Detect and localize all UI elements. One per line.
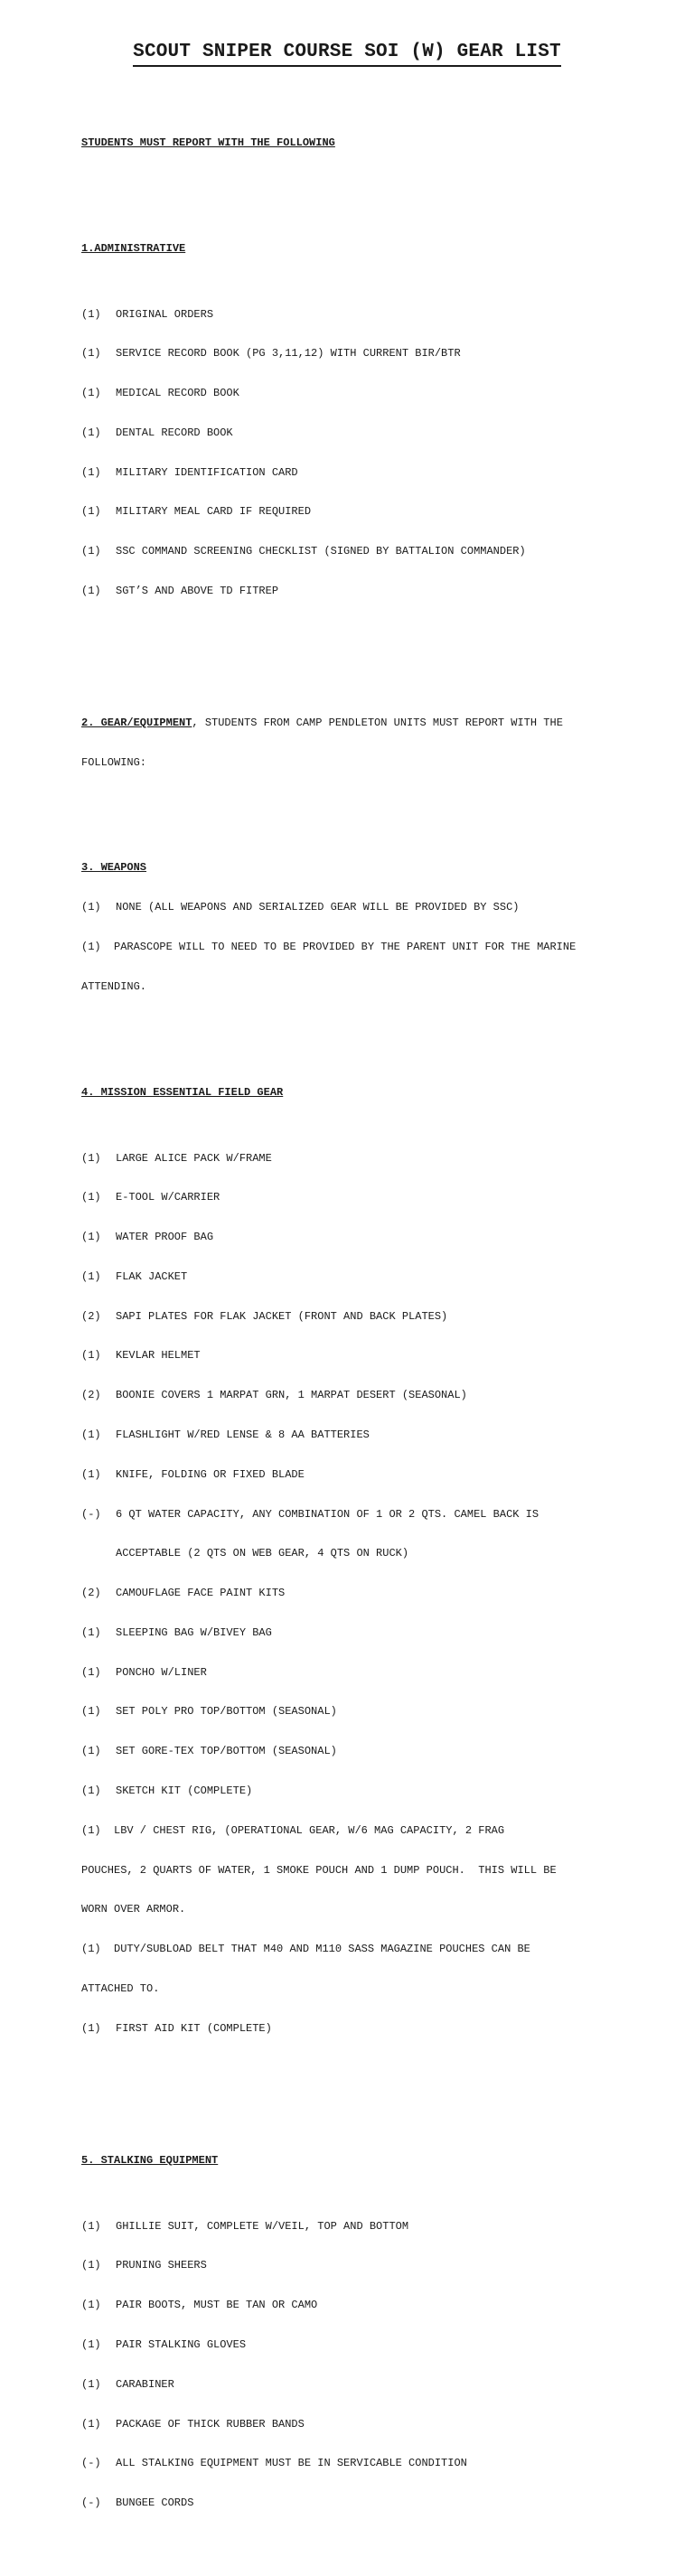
list-item: (1) DUTY/SUBLOAD BELT THAT M40 AND M110 SASS MAGAZINE POUCHES CAN BE [81,1943,530,1956]
stalking-list [81,2193,624,2535]
list-item: (2) BOONIE COVERS 1 MARPAT GRN, 1 MARPAT DESERT (SEASONAL) [81,1389,467,1402]
list-item: (1) PAIR STALKING GLOVES [81,2337,247,2351]
section-weapons-heading: 3. WEAPONS [81,861,147,875]
list-item: (1) PRUNING SHEERS [81,2259,207,2272]
list-item: (1) SLEEPING BAG W/BIVEY BAG [81,1625,272,1639]
list-item: (1) SKETCH KIT (COMPLETE) [81,1784,253,1797]
list-item-continuation: ATTACHED TO. [81,1981,160,1995]
list-item: (1) FLAK JACKET [81,1269,188,1283]
section-gear-heading: 2. GEAR/EQUIPMENT [81,716,192,729]
list-item: (1) E-TOOL W/CARRIER [81,1191,220,1204]
list-item: (1) PAIR BOOTS, MUST BE TAN OR CAMO [81,2299,318,2312]
section-field-gear-heading: 4. MISSION ESSENTIAL FIELD GEAR [81,1085,284,1099]
list-item: (1) FLASHLIGHT W/RED LENSE & 8 AA BATTERIES [81,1428,370,1441]
page-title: SCOUT SNIPER COURSE SOI (W) GEAR LIST [0,40,694,67]
list-item: (1) GHILLIE SUIT, COMPLETE W/VEIL, TOP AND BOTTOM [81,2219,409,2233]
list-item: (1) KNIFE, FOLDING OR FIXED BLADE [81,1467,305,1481]
list-item: (-) BUNGEE CORDS [81,2496,194,2510]
intro-heading: STUDENTS MUST REPORT WITH THE FOLLOWING [81,136,335,149]
document-body [81,97,624,2576]
list-item-continuation: WORN OVER ARMOR. [81,1903,186,1916]
list-item-continuation: ATTENDING. [81,979,147,993]
list-item: (1) WATER PROOF BAG [81,1231,214,1244]
list-item: (1) SSC COMMAND SCREENING CHECKLIST (SIGNED BY BATTALION COMMANDER) [81,545,526,558]
list-item: (1) PACKAGE OF THICK RUBBER BANDS [81,2417,305,2431]
list-item: (1) MILITARY MEAL CARD IF REQUIRED [81,505,312,519]
list-item: (-) 6 QT WATER CAPACITY, ANY COMBINATION OF 1 OR 2 QTS. CAMEL BACK IS [81,1507,539,1521]
list-item: (1) ORIGINAL ORDERS [81,307,214,321]
section-gear-line: 2. GEAR/EQUIPMENT, STUDENTS FROM CAMP PENDLETON UNITS MUST REPORT WITH THE [81,716,563,729]
field-gear-list [81,1125,624,2061]
list-item: (1) PARASCOPE WILL TO NEED TO BE PROVIDED BY THE PARENT UNIT FOR THE MARINE [81,941,577,953]
section-stalking-heading: 5. STALKING EQUIPMENT [81,2153,219,2167]
list-item: (1) SET POLY PRO TOP/BOTTOM (SEASONAL) [81,1705,337,1719]
list-item: (1) DENTAL RECORD BOOK [81,426,233,439]
list-item: (1) LARGE ALICE PACK W/FRAME [81,1151,272,1165]
list-item: (1) PONCHO W/LINER [81,1665,207,1679]
list-item-continuation: POUCHES, 2 QUARTS OF WATER, 1 SMOKE POUCH AND 1 DUMP POUCH. THIS WILL BE [81,1863,557,1877]
list-item: (1) MILITARY IDENTIFICATION CARD [81,465,298,479]
section-administrative-heading: 1.ADMINISTRATIVE [81,241,186,255]
list-item: (1) SGT’S AND ABOVE TD FITREP [81,584,279,597]
list-item: (2) CAMOUFLAGE FACE PAINT KITS [81,1587,286,1600]
administrative-list [81,281,624,623]
list-item: (1) KEVLAR HELMET [81,1349,201,1363]
list-item-continuation: ACCEPTABLE (2 QTS ON WEB GEAR, 4 QTS ON RUCK) [116,1547,409,1560]
list-item: (1) LBV / CHEST RIG, (OPERATIONAL GEAR, W/6 MAG CAPACITY, 2 FRAG [81,1823,505,1837]
list-item: (1) NONE (ALL WEAPONS AND SERIALIZED GEAR WILL BE PROVIDED BY SSC) [81,901,520,914]
section-gear-line-2: FOLLOWING: [81,755,147,769]
list-item: (1) MEDICAL RECORD BOOK [81,387,239,400]
list-item: (2) SAPI PLATES FOR FLAK JACKET (FRONT AND BACK PLATES) [81,1309,448,1323]
list-item: (1) SET GORE-TEX TOP/BOTTOM (SEASONAL) [81,1745,337,1758]
list-item: (1) SERVICE RECORD BOOK (PG 3,11,12) WITH CURRENT BIR/BTR [81,347,461,361]
list-item: (1) CARABINER [81,2377,174,2391]
list-item: (-) ALL STALKING EQUIPMENT MUST BE IN SERVICABLE CONDITION [81,2457,467,2470]
list-item: (1) FIRST AID KIT (COMPLETE) [81,2021,272,2035]
